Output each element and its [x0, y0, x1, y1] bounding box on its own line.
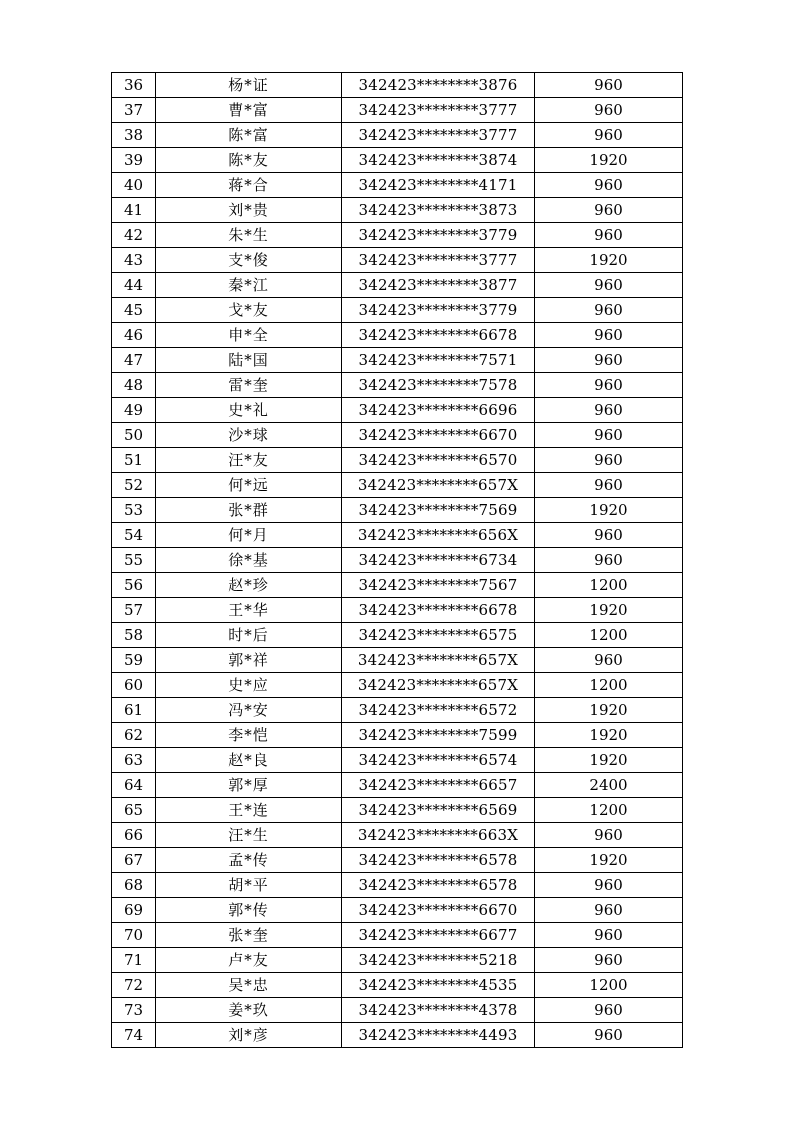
amount-cell: 1920 — [535, 598, 683, 623]
row-number-cell: 43 — [112, 248, 156, 273]
id-number-cell: 342423********6575 — [342, 623, 535, 648]
row-number-cell: 65 — [112, 798, 156, 823]
table-row — [112, 73, 683, 98]
name-cell: 沙*球 — [156, 423, 342, 448]
amount-cell: 960 — [535, 173, 683, 198]
row-number-cell: 66 — [112, 823, 156, 848]
row-number-cell: 38 — [112, 123, 156, 148]
name-cell: 杨*证 — [156, 73, 342, 98]
table-row — [112, 223, 683, 248]
name-cell: 雷*奎 — [156, 373, 342, 398]
name-cell: 汪*生 — [156, 823, 342, 848]
id-number-cell: 342423********6734 — [342, 548, 535, 573]
amount-cell: 1920 — [535, 748, 683, 773]
id-number-cell: 342423********663X — [342, 823, 535, 848]
table-row — [112, 198, 683, 223]
row-number-cell: 42 — [112, 223, 156, 248]
id-number-cell: 342423********3877 — [342, 273, 535, 298]
amount-cell: 960 — [535, 73, 683, 98]
table-row — [112, 148, 683, 173]
row-number-cell: 47 — [112, 348, 156, 373]
row-number-cell: 61 — [112, 698, 156, 723]
row-number-cell: 41 — [112, 198, 156, 223]
table-row — [112, 1023, 683, 1048]
table-row — [112, 773, 683, 798]
id-number-cell: 342423********6578 — [342, 873, 535, 898]
row-number-cell: 53 — [112, 498, 156, 523]
name-cell: 蒋*合 — [156, 173, 342, 198]
id-number-cell: 342423********3779 — [342, 298, 535, 323]
id-number-cell: 342423********3876 — [342, 73, 535, 98]
name-cell: 郭*祥 — [156, 648, 342, 673]
name-cell: 王*华 — [156, 598, 342, 623]
row-number-cell: 56 — [112, 573, 156, 598]
id-number-cell: 342423********7578 — [342, 373, 535, 398]
row-number-cell: 44 — [112, 273, 156, 298]
table-row — [112, 573, 683, 598]
amount-cell: 1200 — [535, 798, 683, 823]
row-number-cell: 36 — [112, 73, 156, 98]
id-number-cell: 342423********6574 — [342, 748, 535, 773]
name-cell: 胡*平 — [156, 873, 342, 898]
name-cell: 汪*友 — [156, 448, 342, 473]
row-number-cell: 67 — [112, 848, 156, 873]
id-number-cell: 342423********3779 — [342, 223, 535, 248]
table-row — [112, 623, 683, 648]
amount-cell: 960 — [535, 98, 683, 123]
name-cell: 何*远 — [156, 473, 342, 498]
row-number-cell: 51 — [112, 448, 156, 473]
amount-cell: 1200 — [535, 573, 683, 598]
id-number-cell: 342423********6572 — [342, 698, 535, 723]
name-cell: 申*全 — [156, 323, 342, 348]
table-row — [112, 648, 683, 673]
row-number-cell: 45 — [112, 298, 156, 323]
table-row — [112, 548, 683, 573]
name-cell: 陈*友 — [156, 148, 342, 173]
id-number-cell: 342423********3874 — [342, 148, 535, 173]
name-cell: 史*应 — [156, 673, 342, 698]
row-number-cell: 72 — [112, 973, 156, 998]
amount-cell: 960 — [535, 648, 683, 673]
amount-cell: 960 — [535, 123, 683, 148]
id-number-cell: 342423********7569 — [342, 498, 535, 523]
row-number-cell: 52 — [112, 473, 156, 498]
name-cell: 姜*玖 — [156, 998, 342, 1023]
name-cell: 史*礼 — [156, 398, 342, 423]
row-number-cell: 48 — [112, 373, 156, 398]
name-cell: 郭*厚 — [156, 773, 342, 798]
amount-cell: 1920 — [535, 698, 683, 723]
amount-cell: 960 — [535, 873, 683, 898]
id-number-cell: 342423********6570 — [342, 448, 535, 473]
id-number-cell: 342423********3777 — [342, 248, 535, 273]
amount-cell: 1920 — [535, 248, 683, 273]
id-number-cell: 342423********6569 — [342, 798, 535, 823]
row-number-cell: 49 — [112, 398, 156, 423]
name-cell: 冯*安 — [156, 698, 342, 723]
id-number-cell: 342423********4493 — [342, 1023, 535, 1048]
id-number-cell: 342423********6657 — [342, 773, 535, 798]
amount-cell: 960 — [535, 823, 683, 848]
row-number-cell: 37 — [112, 98, 156, 123]
id-number-cell: 342423********6677 — [342, 923, 535, 948]
amount-cell: 960 — [535, 998, 683, 1023]
id-number-cell: 342423********3777 — [342, 123, 535, 148]
table-row — [112, 673, 683, 698]
table-row — [112, 373, 683, 398]
table-row — [112, 473, 683, 498]
table-row — [112, 823, 683, 848]
row-number-cell: 46 — [112, 323, 156, 348]
row-number-cell: 59 — [112, 648, 156, 673]
name-cell: 曹*富 — [156, 98, 342, 123]
amount-cell: 960 — [535, 398, 683, 423]
name-cell: 卢*友 — [156, 948, 342, 973]
table-row — [112, 423, 683, 448]
amount-cell: 960 — [535, 448, 683, 473]
amount-cell: 1200 — [535, 673, 683, 698]
amount-cell: 960 — [535, 948, 683, 973]
id-number-cell: 342423********5218 — [342, 948, 535, 973]
row-number-cell: 69 — [112, 898, 156, 923]
amount-cell: 960 — [535, 1023, 683, 1048]
amount-cell: 960 — [535, 323, 683, 348]
name-cell: 徐*基 — [156, 548, 342, 573]
row-number-cell: 40 — [112, 173, 156, 198]
row-number-cell: 50 — [112, 423, 156, 448]
row-number-cell: 54 — [112, 523, 156, 548]
table-row — [112, 923, 683, 948]
id-number-cell: 342423********657X — [342, 673, 535, 698]
amount-cell: 960 — [535, 223, 683, 248]
id-number-cell: 342423********6670 — [342, 423, 535, 448]
amount-cell: 960 — [535, 348, 683, 373]
name-cell: 李*恺 — [156, 723, 342, 748]
id-number-cell: 342423********6578 — [342, 848, 535, 873]
table-row — [112, 698, 683, 723]
name-cell: 孟*传 — [156, 848, 342, 873]
name-cell: 戈*友 — [156, 298, 342, 323]
amount-cell: 960 — [535, 373, 683, 398]
table-row — [112, 323, 683, 348]
name-cell: 赵*珍 — [156, 573, 342, 598]
table-row — [112, 98, 683, 123]
amount-cell: 1920 — [535, 498, 683, 523]
id-number-cell: 342423********4378 — [342, 998, 535, 1023]
table-row — [112, 173, 683, 198]
name-cell: 张*群 — [156, 498, 342, 523]
amount-cell: 1920 — [535, 723, 683, 748]
name-cell: 陈*富 — [156, 123, 342, 148]
id-number-cell: 342423********6678 — [342, 598, 535, 623]
table-row — [112, 798, 683, 823]
name-cell: 刘*贵 — [156, 198, 342, 223]
row-number-cell: 71 — [112, 948, 156, 973]
row-number-cell: 62 — [112, 723, 156, 748]
id-number-cell: 342423********7599 — [342, 723, 535, 748]
name-cell: 时*后 — [156, 623, 342, 648]
table-row — [112, 848, 683, 873]
name-cell: 吴*忠 — [156, 973, 342, 998]
table-row — [112, 498, 683, 523]
row-number-cell: 60 — [112, 673, 156, 698]
id-number-cell: 342423********657X — [342, 473, 535, 498]
row-number-cell: 55 — [112, 548, 156, 573]
name-cell: 朱*生 — [156, 223, 342, 248]
name-cell: 张*奎 — [156, 923, 342, 948]
amount-cell: 1920 — [535, 848, 683, 873]
table-row — [112, 898, 683, 923]
id-number-cell: 342423********656X — [342, 523, 535, 548]
row-number-cell: 63 — [112, 748, 156, 773]
table-row — [112, 448, 683, 473]
table-row — [112, 523, 683, 548]
table-row — [112, 873, 683, 898]
table-row — [112, 998, 683, 1023]
id-number-cell: 342423********6678 — [342, 323, 535, 348]
table-row — [112, 598, 683, 623]
id-number-cell: 342423********3873 — [342, 198, 535, 223]
id-number-cell: 342423********3777 — [342, 98, 535, 123]
amount-cell: 1200 — [535, 623, 683, 648]
table-row — [112, 723, 683, 748]
amount-cell: 1200 — [535, 973, 683, 998]
table-row — [112, 398, 683, 423]
table-row — [112, 348, 683, 373]
id-number-cell: 342423********7567 — [342, 573, 535, 598]
amount-cell: 960 — [535, 298, 683, 323]
id-number-cell: 342423********6696 — [342, 398, 535, 423]
row-number-cell: 64 — [112, 773, 156, 798]
amount-cell: 1920 — [535, 148, 683, 173]
name-cell: 赵*良 — [156, 748, 342, 773]
id-number-cell: 342423********7571 — [342, 348, 535, 373]
roster-table — [111, 72, 683, 1048]
amount-cell: 960 — [535, 473, 683, 498]
table-row — [112, 273, 683, 298]
row-number-cell: 70 — [112, 923, 156, 948]
row-number-cell: 74 — [112, 1023, 156, 1048]
row-number-cell: 58 — [112, 623, 156, 648]
table-row — [112, 748, 683, 773]
name-cell: 王*连 — [156, 798, 342, 823]
amount-cell: 960 — [535, 548, 683, 573]
table-row — [112, 948, 683, 973]
table-row — [112, 973, 683, 998]
amount-cell: 960 — [535, 923, 683, 948]
name-cell: 秦*江 — [156, 273, 342, 298]
amount-cell: 960 — [535, 273, 683, 298]
name-cell: 陆*国 — [156, 348, 342, 373]
id-number-cell: 342423********6670 — [342, 898, 535, 923]
roster-table-body — [112, 73, 683, 1048]
id-number-cell: 342423********657X — [342, 648, 535, 673]
row-number-cell: 73 — [112, 998, 156, 1023]
id-number-cell: 342423********4171 — [342, 173, 535, 198]
row-number-cell: 57 — [112, 598, 156, 623]
table-row — [112, 123, 683, 148]
amount-cell: 960 — [535, 423, 683, 448]
amount-cell: 960 — [535, 198, 683, 223]
table-row — [112, 248, 683, 273]
row-number-cell: 39 — [112, 148, 156, 173]
name-cell: 郭*传 — [156, 898, 342, 923]
id-number-cell: 342423********4535 — [342, 973, 535, 998]
name-cell: 刘*彦 — [156, 1023, 342, 1048]
name-cell: 支*俊 — [156, 248, 342, 273]
row-number-cell: 68 — [112, 873, 156, 898]
amount-cell: 960 — [535, 898, 683, 923]
amount-cell: 960 — [535, 523, 683, 548]
name-cell: 何*月 — [156, 523, 342, 548]
amount-cell: 2400 — [535, 773, 683, 798]
table-row — [112, 298, 683, 323]
